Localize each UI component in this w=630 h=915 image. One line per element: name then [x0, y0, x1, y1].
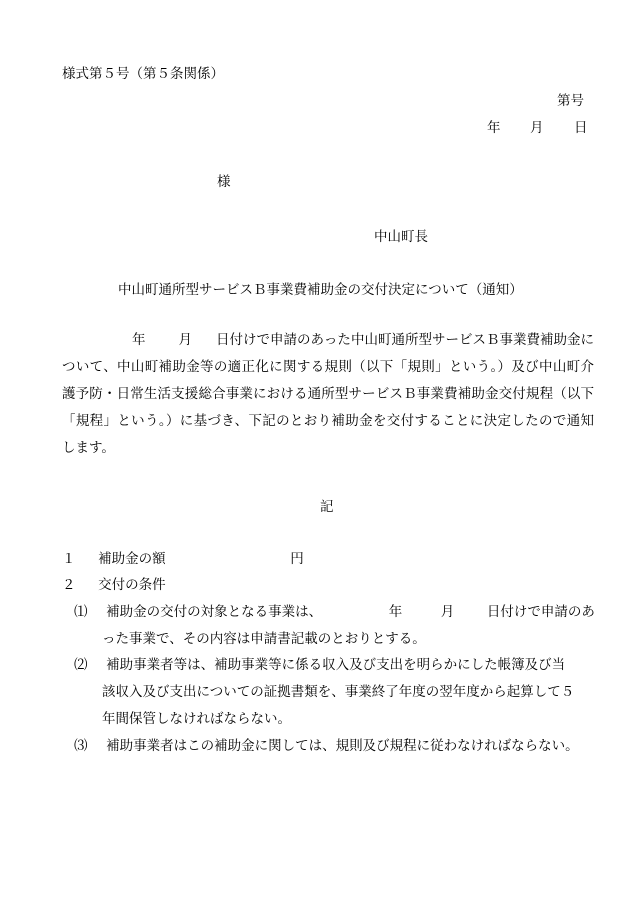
date-month-label: 月: [530, 120, 544, 136]
item-1: [62, 547, 304, 567]
date-day-label: 日: [574, 120, 588, 136]
condition-2: [74, 653, 565, 673]
condition-1-month: 月: [440, 604, 455, 620]
item-1-value: 円: [290, 551, 304, 567]
condition-2-continuation-1: 該収入及び支出についての証拠書類を、事業終了年度の翌年度から起算して５: [102, 684, 575, 700]
condition-1-text-before: 補助金の交付の対象となる事業は、: [106, 604, 323, 620]
item-2-label: 交付の条件: [98, 577, 166, 593]
condition-1-year: 年: [388, 604, 403, 620]
body-paragraph: [62, 327, 594, 462]
condition-1-number: ⑴: [74, 604, 88, 620]
condition-3: [74, 734, 579, 754]
form-label: 様式第５号（第５条関係）: [62, 66, 224, 82]
recipient-suffix: 様: [217, 174, 231, 190]
condition-2-number: ⑵: [74, 657, 88, 673]
document-title: 中山町通所型サービスＢ事業費補助金の交付決定について（通知）: [118, 282, 523, 298]
condition-1: [74, 600, 595, 620]
condition-1-continuation: った事業で、その内容は申請書記載のとおりとする。: [102, 631, 426, 647]
sender-name: 中山町長: [374, 229, 428, 245]
date-year-label: 年: [487, 120, 501, 136]
condition-3-number: ⑶: [74, 738, 88, 754]
item-2-number: ２: [62, 577, 76, 593]
condition-2-text: 補助事業者等は、補助事業等に係る収入及び支出を明らかにした帳簿及び当: [106, 657, 566, 673]
condition-3-text: 補助事業者はこの補助金に関しては、規則及び規程に従わなければならない。: [106, 738, 579, 754]
condition-1-text-after: 日付けで申請のあ: [486, 604, 595, 620]
ki-heading: 記: [320, 499, 334, 515]
body-text: 日付けで申請のあった中山町通所型サービスＢ事業費補助金について、中山町補助金等の適正化に関する規則（以下「規則」という。）及び中山町介護予防・日常生活支援総合事業における通所型サービスＢ事業費補助金交付規程（以下「規程」という。）に基づき、下記のとおり補助金を交付することに決定したので通知します。: [62, 332, 595, 456]
body-date-month: 月: [178, 332, 193, 348]
document-number: 第号: [557, 93, 584, 109]
body-date-year: 年: [132, 332, 146, 348]
condition-2-continuation-2: 年間保管しなければならない。: [102, 711, 291, 727]
item-1-label: 補助金の額: [98, 551, 166, 567]
item-2: [62, 573, 166, 593]
item-1-number: １: [62, 551, 76, 567]
